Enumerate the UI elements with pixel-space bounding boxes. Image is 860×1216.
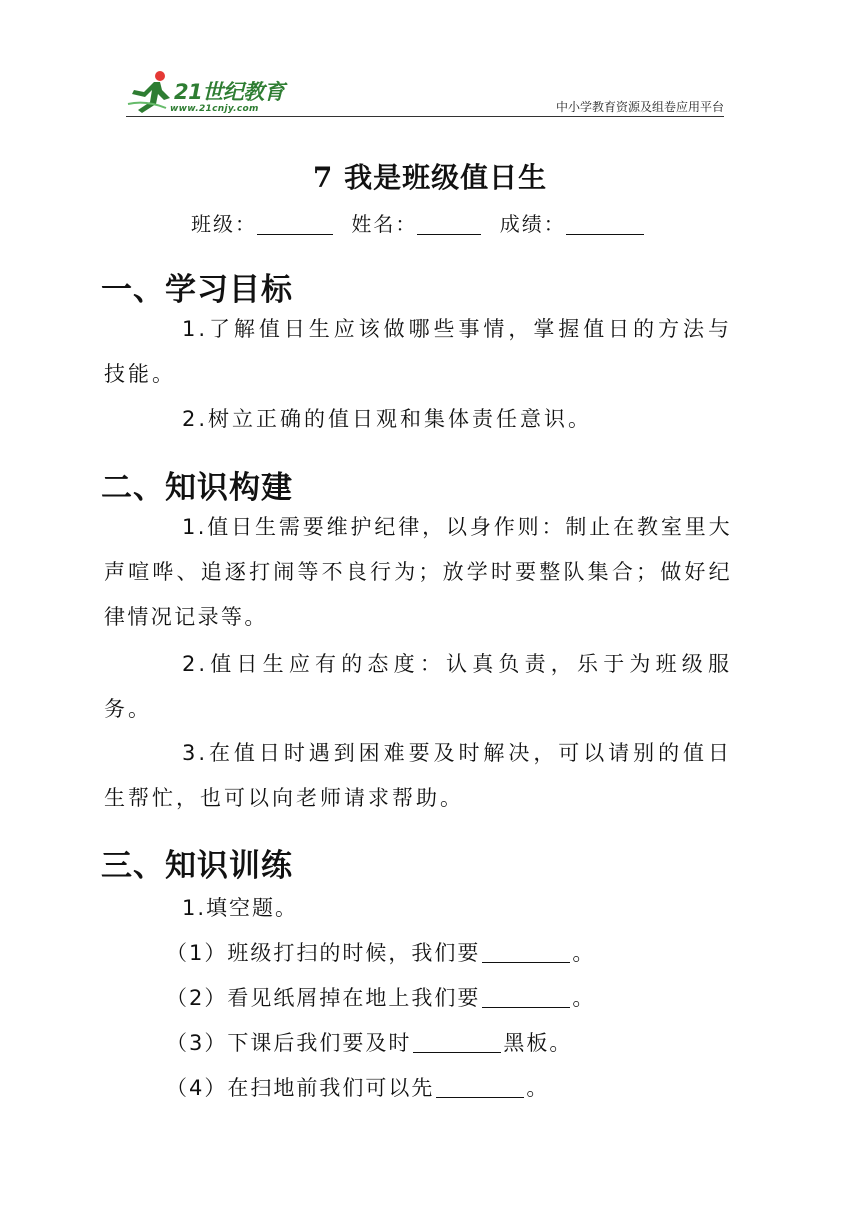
answer-blank[interactable] [413,1032,501,1053]
score-label: 成绩： [499,212,566,236]
fill-item-2 [166,982,595,1012]
header-divider [126,116,724,117]
section-heading-knowledge: 二、知识构建 [101,470,293,506]
fill-item-suffix: 。 [572,941,596,965]
class-blank[interactable] [257,214,333,235]
runner-logo-icon [126,70,174,114]
goal-paragraph-2: 2.树立正确的值日观和集体责任意识。 [182,407,593,431]
platform-tagline: 中小学教育资源及组卷应用平台 [555,100,724,114]
question-title: 1.填空题。 [182,896,299,920]
fill-item-suffix: 黑板。 [503,1031,573,1055]
logo-url: www.21cnjy.com [170,104,259,114]
answer-blank[interactable] [482,942,570,963]
page-header [126,62,724,118]
fill-item-1 [166,937,595,967]
name-blank[interactable] [417,214,481,235]
logo-text: 21世纪教育 [174,80,285,104]
knowledge-paragraph-3: 3.在值日时遇到困难要及时解决，可以请别的值日生帮忙，也可以向老师请求帮助。 [104,741,732,810]
fill-item-3 [166,1027,572,1057]
knowledge-paragraph-2: 2.值日生应有的态度：认真负责，乐于为班级服务。 [104,652,732,721]
fill-item-text: （1）班级打扫的时候，我们要 [166,941,481,965]
site-logo[interactable] [126,70,291,118]
fill-item-text: （2）看见纸屑掉在地上我们要 [166,986,481,1010]
fill-item-4 [166,1072,549,1102]
fill-item-text: （3）下课后我们要及时 [166,1031,412,1055]
fill-item-suffix: 。 [526,1076,550,1100]
page-title: 7 我是班级值日生 [312,161,548,194]
section-heading-practice: 三、知识训练 [101,848,293,884]
fill-item-text: （4）在扫地前我们可以先 [166,1076,435,1100]
score-blank[interactable] [566,214,644,235]
name-label: 姓名： [351,212,418,236]
answer-blank[interactable] [482,987,570,1008]
fill-item-suffix: 。 [572,986,596,1010]
section-heading-goals: 一、学习目标 [101,272,293,308]
knowledge-paragraph-1: 1.值日生需要维护纪律，以身作则：制止在教室里大声喧哗、追逐打闹等不良行为；放学时要整队集合；做好纪律情况记录等。 [104,515,732,629]
answer-blank[interactable] [436,1077,524,1098]
goal-paragraph-1: 1.了解值日生应该做哪些事情，掌握值日的方法与技能。 [104,317,732,386]
student-info-row [191,208,644,237]
class-label: 班级： [191,212,257,236]
